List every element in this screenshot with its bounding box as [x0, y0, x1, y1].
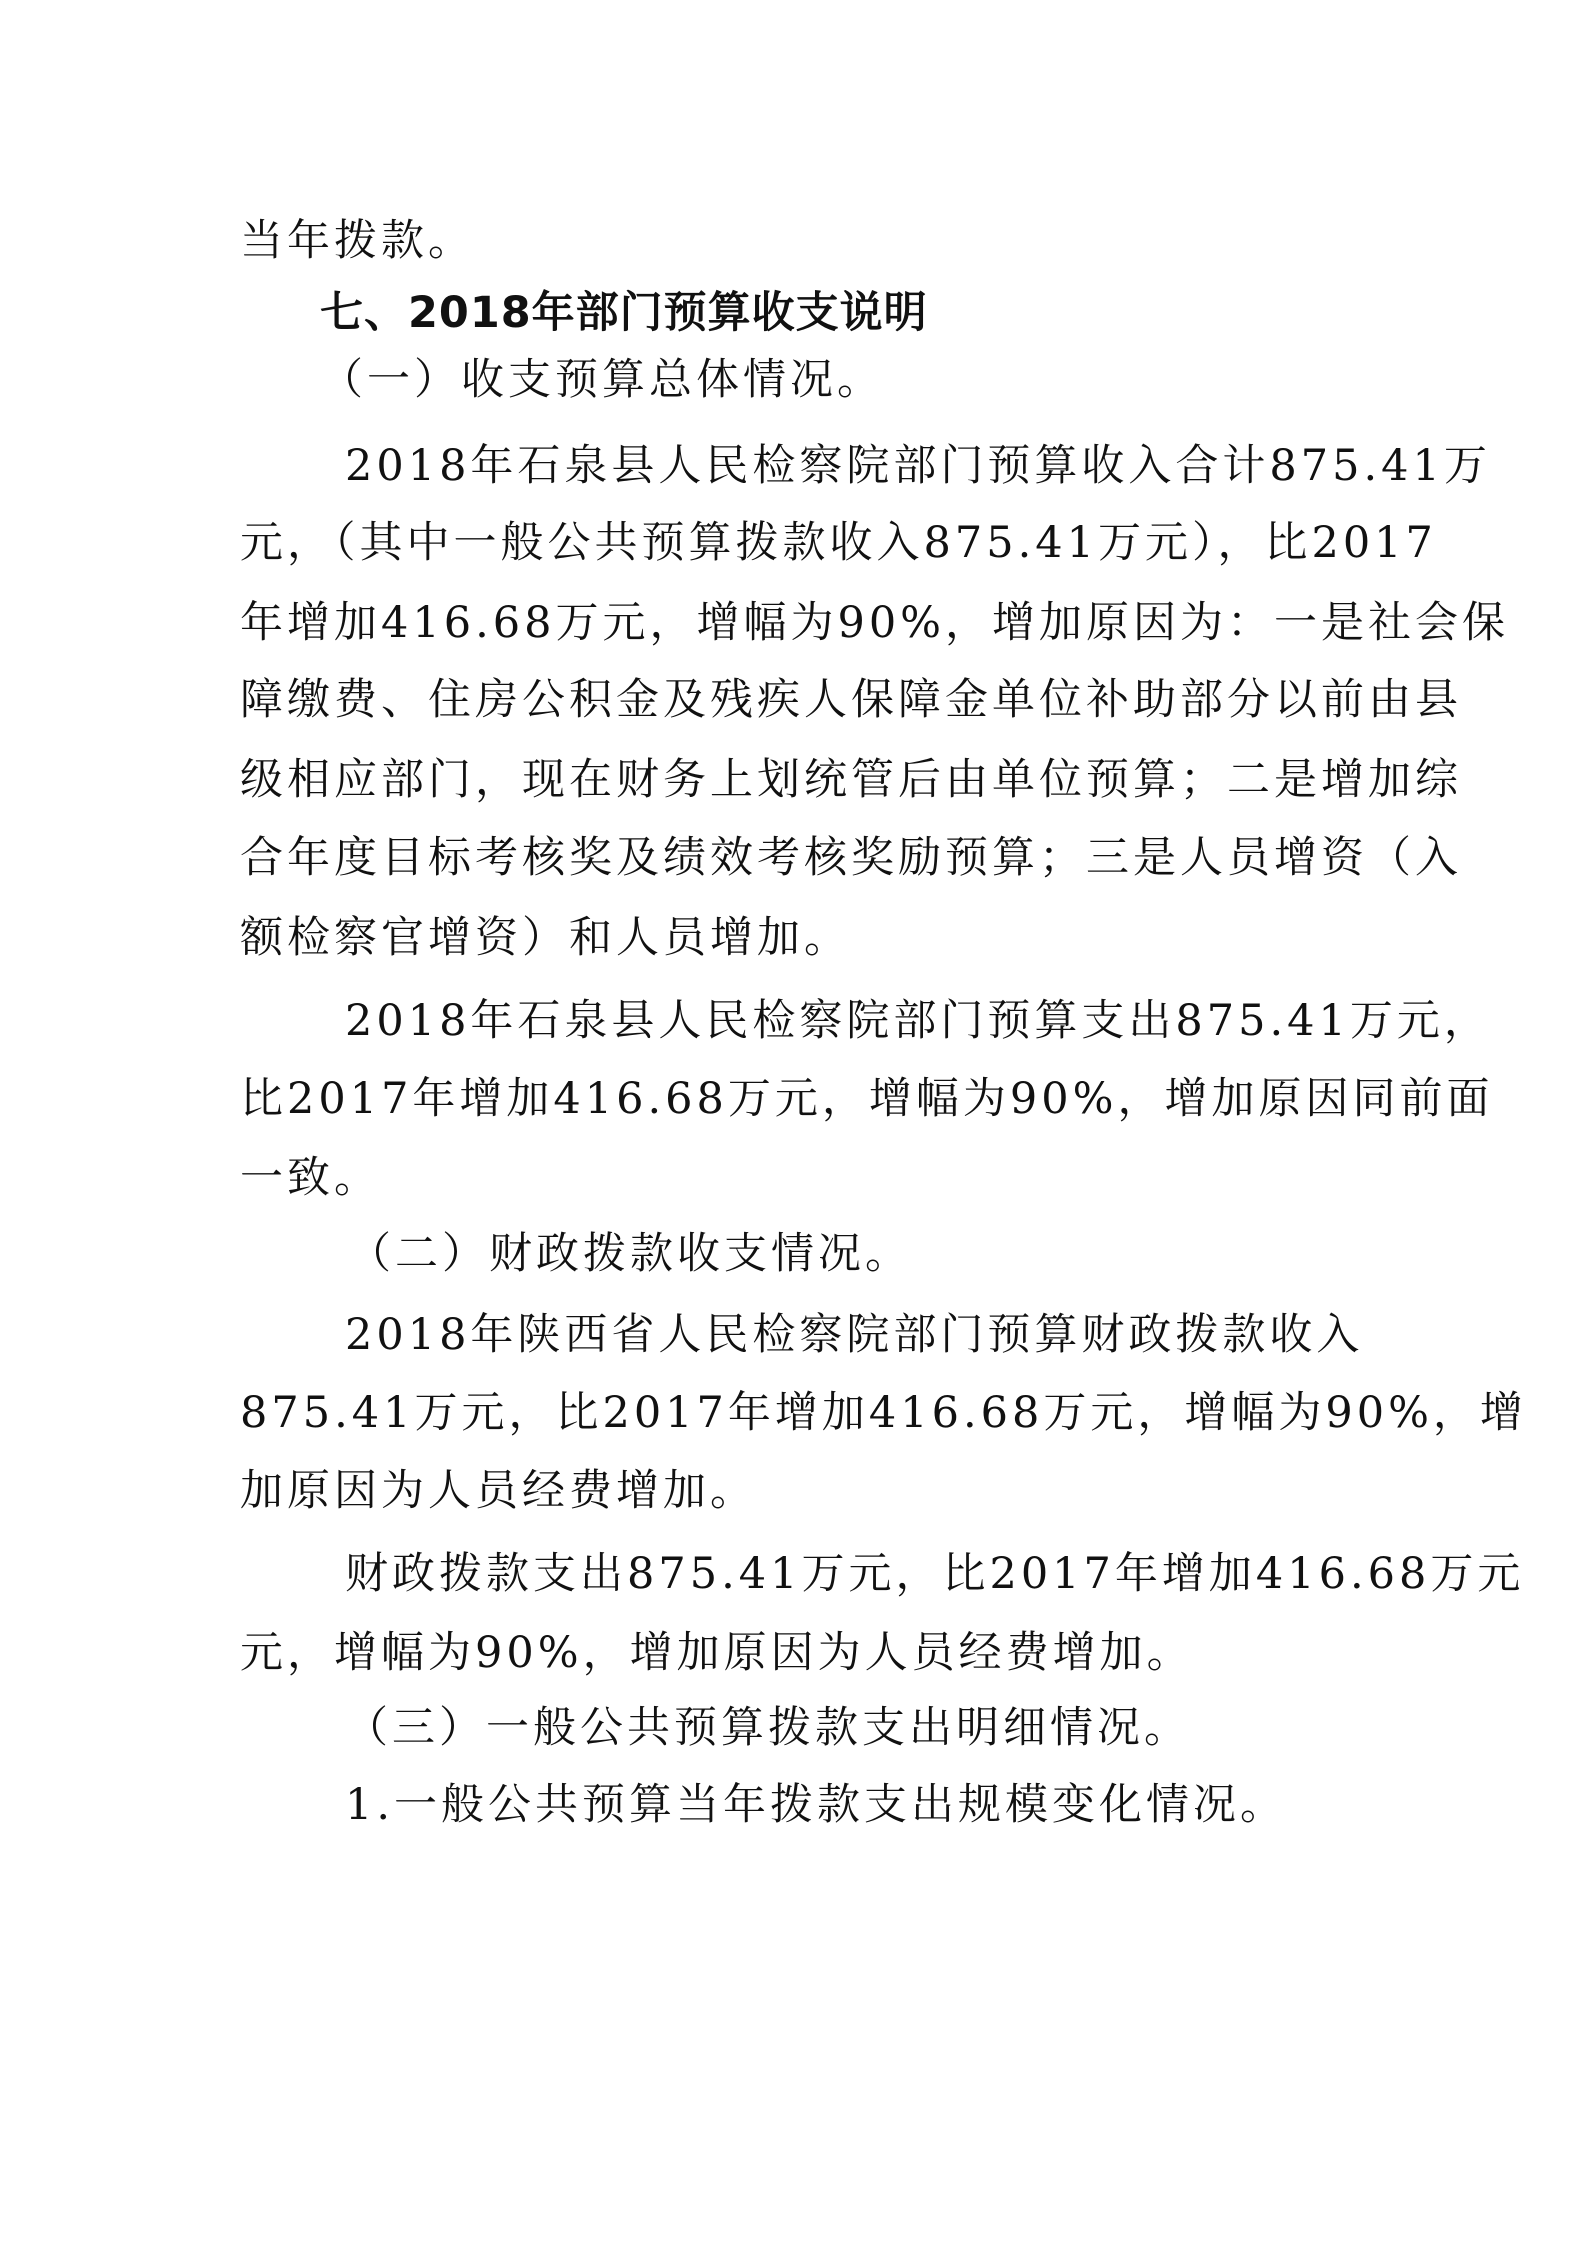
section-heading: 七、2018年部门预算收支说明	[320, 288, 928, 338]
paragraph-line: 2018年石泉县人民检察院部门预算支出875.41万元，	[345, 996, 1491, 1046]
paragraph-line: 2018年石泉县人民检察院部门预算收入合计875.41万	[345, 441, 1491, 491]
paragraph-line: 合年度目标考核奖及绩效考核奖励预算；三是人员增资（入	[240, 833, 1462, 883]
paragraph-line: 障缴费、住房公积金及残疾人保障金单位补助部分以前由县	[240, 675, 1462, 725]
subsection-heading: （一）收支预算总体情况。	[320, 355, 884, 405]
text-line: 当年拨款。	[240, 216, 475, 266]
paragraph-line: 级相应部门，现在财务上划统管后由单位预算；二是增加综	[240, 755, 1462, 805]
paragraph-line: 加原因为人员经费增加。	[240, 1466, 757, 1516]
paragraph-line: 875.41万元，比2017年增加416.68万元，增幅为90%，增	[240, 1388, 1527, 1438]
paragraph-line: 年增加416.68万元，增幅为90%，增加原因为：一是社会保	[240, 598, 1510, 648]
paragraph-line: 元，（其中一般公共预算拨款收入875.41万元），比2017	[240, 518, 1437, 568]
paragraph-line: 比2017年增加416.68万元，增幅为90%，增加原因同前面	[240, 1074, 1494, 1124]
paragraph-line: 元，增幅为90%，增加原因为人员经费增加。	[240, 1628, 1194, 1678]
paragraph-line: 一致。	[240, 1153, 381, 1203]
paragraph-line: 2018年陕西省人民检察院部门预算财政拨款收入	[345, 1310, 1364, 1360]
subsection-heading: （二）财政拨款收支情况。	[348, 1229, 912, 1279]
subsection-heading: （三）一般公共预算拨款支出明细情况。	[345, 1703, 1191, 1753]
paragraph-line: 额检察官增资）和人员增加。	[240, 913, 851, 963]
list-item: 1.一般公共预算当年拨款支出规模变化情况。	[345, 1780, 1288, 1830]
paragraph-line: 财政拨款支出875.41万元，比2017年增加416.68万元	[345, 1549, 1525, 1599]
